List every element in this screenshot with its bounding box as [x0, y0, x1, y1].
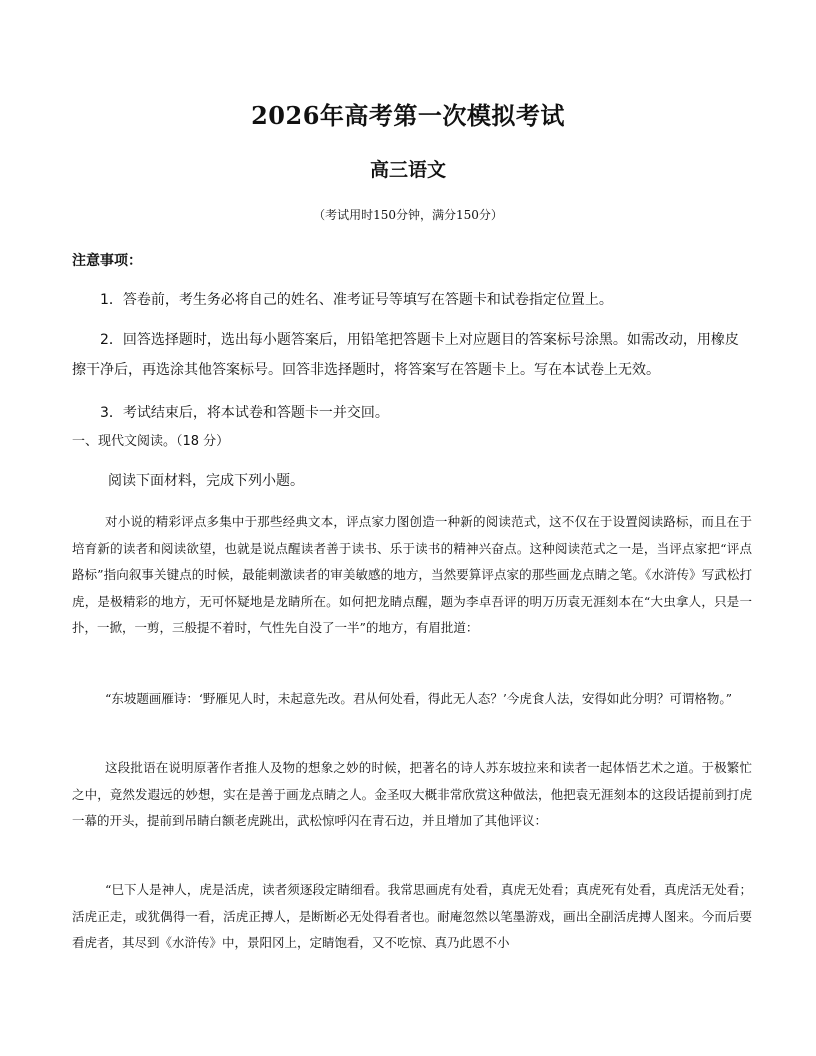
notice-item: 1．答卷前，考生务必将自己的姓名、准考证号等填写在答题卡和试卷指定位置上。	[100, 292, 613, 308]
notice-heading: 注意事项：	[72, 253, 142, 269]
exam-subtitle: 高三语文	[369, 159, 446, 181]
passage-paragraph: 这段批语在说明原著作者推人及物的想象之妙的时候，把著名的诗人苏东坡拉来和读者一起体悟艺术之道。于极繁忙之中，竟然发遐远的妙想，实在是善于画龙点睛之人。金圣叹大概非常欣赏这种做法，他把袁无涯刻本的这段话提前到打虎一幕的开头，提前到吊睛白额老虎跳出，武松惊呼闪在青石边，并且增加了其他评议：	[72, 760, 752, 828]
notice-item: 2．回答选择题时，选出每小题答案后，用铅笔把答题卡上对应题目的答案标号涂黑。如需改动，用橡皮擦干净后，再选涂其他答案标号。回答非选择题时，将答案写在答题卡上。写在本试卷上无效。	[72, 332, 739, 378]
notice-item: 3．考试结束后，将本试卷和答题卡一并交回。	[100, 405, 389, 421]
section-heading: 一、现代文阅读。（18 分）	[72, 434, 230, 449]
exam-title: 2026年高考第一次模拟考试	[251, 101, 565, 130]
reading-instruction: 阅读下面材料，完成下列小题。	[108, 473, 304, 489]
exam-info: （考试用时150分钟，满分150分）	[313, 208, 503, 222]
passage-quote: “东坡题画雁诗：‘野雁见人时，未起意先改。君从何处看，得此无人态？’今虎食人法，安得如此分明？可谓格物。”	[105, 691, 732, 706]
passage-quote: “巳下人是神人，虎是活虎，读者须逐段定睛细看。我常思画虎有处看，真虎无处看；真虎死有处看，真虎活无处看；活虎正走，或犹偶得一看，活虎正搏人，是断断必无处得看者也。耐庵忽然以笔墨游戏，画出全副活虎搏人图来。今而后要看虎者，其尽到《水浒传》中，景阳冈上，定睛饱看，又不吃惊、真乃此恩不小	[72, 882, 752, 950]
passage-paragraph: 对小说的精彩评点多集中于那些经典文本，评点家力图创造一种新的阅读范式，这不仅在于设置阅读路标，而且在于培育新的读者和阅读欲望，也就是说点醒读者善于读书、乐于读书的精神兴奋点。这种阅读范式之一是，当评点家把“评点路标”指向叙事关键点的时候，最能刺激读者的审美敏感的地方，当然要算评点家的那些画龙点睛之笔。《水浒传》写武松打虎，是极精彩的地方，无可怀疑地是龙睛所在。如何把龙睛点醒，题为李卓吾评的明万历袁无涯刻本在“大虫拿人，只是一扑，一掀，一剪，三般提不着时，气性先自没了一半”的地方，有眉批道：	[72, 514, 752, 635]
